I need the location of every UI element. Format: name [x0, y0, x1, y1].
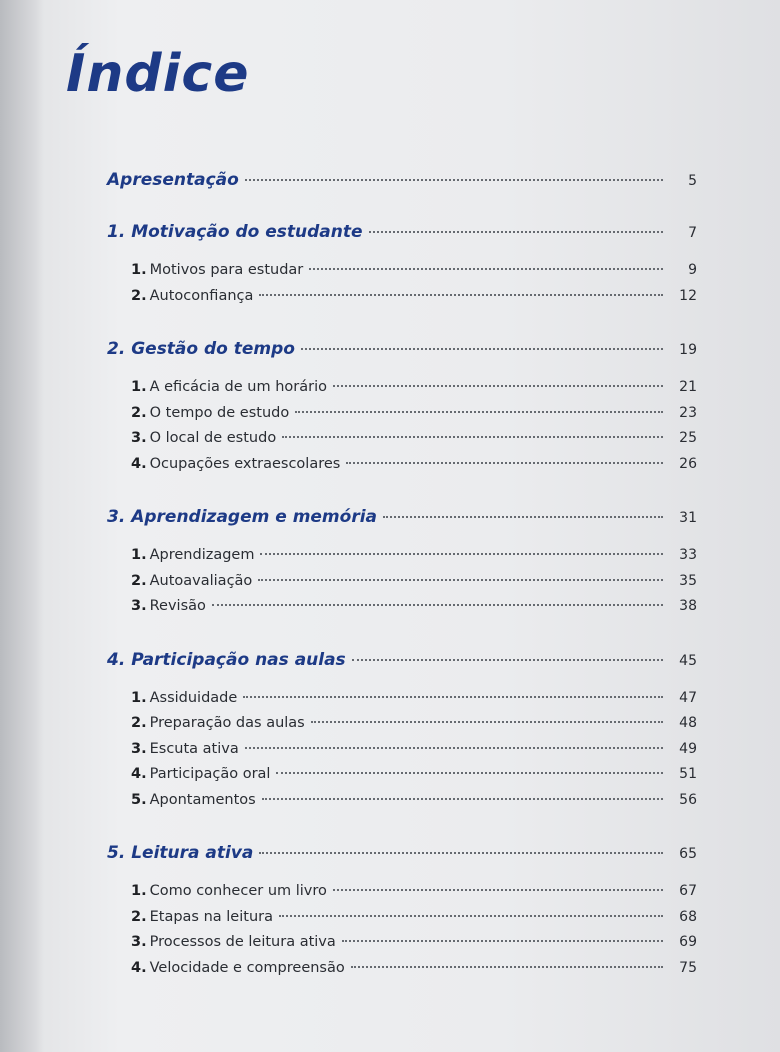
dot-leader	[245, 179, 663, 181]
toc-page-number: 31	[679, 510, 697, 526]
toc-chapter-entry	[107, 339, 697, 365]
toc-subsection-entry	[107, 741, 697, 767]
dot-leader	[259, 852, 663, 854]
dot-leader	[311, 721, 663, 723]
toc-subsection-number: 3.	[131, 740, 147, 757]
dot-leader	[258, 579, 663, 581]
toc-subsection-label	[131, 715, 311, 731]
toc-chapter-entry	[107, 507, 697, 533]
toc-subsection-title: Etapas na leitura	[149, 908, 273, 925]
toc-subsection-label	[131, 262, 309, 278]
dot-leader	[295, 411, 663, 413]
toc-page-number: 51	[679, 766, 697, 782]
toc-subsection-title: Assiduidade	[149, 689, 238, 706]
toc-subsection-title: Autoconfiança	[149, 287, 254, 304]
toc-page-number: 25	[679, 430, 697, 446]
chapter-gap	[107, 676, 697, 690]
toc-page-number: 48	[679, 715, 697, 731]
dot-leader	[301, 348, 663, 350]
toc-page-number: 47	[679, 689, 697, 706]
toc-subsection-entry	[107, 430, 697, 456]
toc-subsection-number: 3.	[131, 598, 147, 614]
table-of-contents	[107, 170, 697, 985]
toc-page-number: 26	[679, 455, 697, 472]
toc-subsection-entry	[107, 405, 697, 431]
toc-subsection-label	[131, 741, 245, 757]
toc-subsection-label	[131, 405, 295, 421]
dot-leader	[342, 940, 663, 942]
toc-page-number: 65	[679, 846, 697, 862]
toc-page-number: 69	[679, 934, 697, 950]
dot-leader	[383, 516, 663, 518]
toc-page-number: 38	[679, 598, 697, 614]
toc-subsection-title: Revisão	[149, 598, 206, 614]
toc-subsection-number: 5.	[131, 791, 147, 808]
toc-subsection-title: Velocidade e compreensão	[149, 959, 345, 976]
toc-chapter-label: 5. Leitura ativa	[107, 843, 254, 863]
toc-page-number: 23	[679, 404, 697, 421]
toc-chapter-entry	[107, 843, 697, 869]
toc-page-number: 19	[679, 342, 697, 358]
dot-leader	[282, 436, 663, 438]
section-gap	[107, 624, 697, 650]
toc-subsection-title: Ocupações extraescolares	[149, 455, 341, 472]
toc-subsection-label	[131, 883, 333, 899]
dot-leader	[212, 604, 663, 606]
toc-subsection-number: 2.	[131, 908, 147, 925]
toc-subsection-entry	[107, 379, 697, 405]
toc-subsection-number: 4.	[131, 959, 147, 976]
toc-subsection-label	[131, 598, 212, 614]
section-gap	[107, 313, 697, 339]
page-title: Índice	[66, 44, 250, 104]
section-gap	[107, 817, 697, 843]
toc-subsection-number: 2.	[131, 572, 147, 589]
toc-subsection-number: 2.	[131, 287, 147, 304]
toc-subsection-number: 1.	[131, 689, 147, 706]
toc-page-number: 56	[679, 791, 697, 808]
toc-subsection-entry	[107, 883, 697, 909]
toc-subsection-entry	[107, 288, 697, 314]
toc-subsection-title: A eficácia de um horário	[149, 379, 327, 395]
toc-subsection-entry	[107, 598, 697, 624]
toc-page-number: 67	[679, 883, 697, 899]
toc-page-number: 9	[688, 262, 697, 278]
toc-subsection-number: 1.	[131, 262, 147, 278]
toc-subsection-number: 3.	[131, 430, 147, 446]
toc-page-number: 75	[679, 959, 697, 976]
toc-page-number: 5	[688, 173, 697, 189]
toc-subsection-label	[131, 909, 279, 925]
dot-leader	[309, 268, 663, 270]
dot-leader	[333, 889, 663, 891]
section-gap	[107, 481, 697, 507]
toc-page-number: 33	[679, 547, 697, 563]
toc-subsection-label	[131, 573, 258, 589]
toc-subsection-label	[131, 792, 262, 808]
toc-subsection-number: 3.	[131, 934, 147, 950]
toc-subsection-title: Como conhecer um livro	[149, 883, 327, 899]
toc-subsection-title: O local de estudo	[149, 430, 277, 446]
toc-chapter-label: Apresentação	[107, 170, 239, 190]
toc-chapter-label: 4. Participação nas aulas	[107, 649, 346, 670]
toc-subsection-label	[131, 690, 243, 706]
toc-subsection-number: 4.	[131, 766, 147, 782]
dot-leader	[245, 747, 663, 749]
toc-subsection-title: Autoavaliação	[149, 572, 253, 589]
dot-leader	[243, 696, 663, 698]
toc-subsection-title: Apontamentos	[149, 791, 256, 808]
dot-leader	[279, 915, 663, 917]
toc-subsection-number: 4.	[131, 455, 147, 472]
toc-chapter-label: 3. Aprendizagem e memória	[107, 507, 378, 527]
toc-subsection-entry	[107, 766, 697, 792]
toc-subsection-title: Preparação das aulas	[149, 715, 305, 731]
toc-subsection-label	[131, 288, 259, 304]
dot-leader	[352, 659, 663, 661]
toc-page-number: 45	[679, 652, 697, 669]
toc-subsection-entry	[107, 547, 697, 573]
toc-subsection-label	[131, 934, 342, 950]
toc-subsection-label	[131, 430, 282, 446]
toc-subsection-title: Participação oral	[149, 766, 271, 782]
toc-subsection-label	[131, 960, 351, 976]
toc-subsection-label	[131, 456, 346, 472]
toc-subsection-entry	[107, 456, 697, 482]
toc-subsection-entry	[107, 934, 697, 960]
book-spine-shadow	[0, 0, 44, 1052]
toc-page-number: 49	[679, 740, 697, 757]
toc-page-number: 21	[679, 379, 697, 395]
toc-subsection-title: Motivos para estudar	[149, 262, 304, 278]
toc-subsection-entry	[107, 909, 697, 935]
toc-subsection-number: 1.	[131, 883, 147, 899]
toc-subsection-title: Escuta ativa	[149, 740, 239, 757]
dot-leader	[369, 231, 664, 233]
chapter-gap	[107, 365, 697, 379]
dot-leader	[259, 294, 663, 296]
toc-subsection-entry	[107, 792, 697, 818]
toc-subsection-number: 1.	[131, 547, 147, 563]
dot-leader	[351, 966, 663, 968]
toc-subsection-number: 2.	[131, 715, 147, 731]
chapter-gap	[107, 248, 697, 262]
dot-leader	[346, 462, 663, 464]
toc-subsection-entry	[107, 715, 697, 741]
toc-chapter-entry	[107, 222, 697, 248]
dot-leader	[260, 553, 663, 555]
toc-subsection-number: 1.	[131, 379, 147, 395]
toc-subsection-entry	[107, 573, 697, 599]
toc-subsection-title: Processos de leitura ativa	[149, 934, 336, 950]
toc-page-number: 12	[679, 287, 697, 304]
toc-subsection-title: O tempo de estudo	[149, 404, 290, 421]
chapter-gap	[107, 533, 697, 547]
toc-chapter-label: 1. Motivação do estudante	[107, 222, 363, 242]
chapter-gap	[107, 869, 697, 883]
toc-page-number: 7	[688, 225, 697, 241]
toc-chapter-label: 2. Gestão do tempo	[107, 339, 295, 359]
toc-subsection-label	[131, 379, 333, 395]
toc-page-number: 68	[679, 908, 697, 925]
toc-subsection-label	[131, 547, 260, 563]
toc-chapter-entry	[107, 650, 697, 676]
toc-subsection-entry	[107, 960, 697, 986]
toc-subsection-entry	[107, 690, 697, 716]
toc-page-number: 35	[679, 572, 697, 589]
toc-subsection-label	[131, 766, 276, 782]
toc-subsection-entry	[107, 262, 697, 288]
section-gap	[107, 196, 697, 222]
toc-subsection-number: 2.	[131, 404, 147, 421]
dot-leader	[262, 798, 663, 800]
dot-leader	[276, 772, 663, 774]
toc-subsection-title: Aprendizagem	[149, 547, 255, 563]
toc-intro-entry	[107, 170, 697, 196]
dot-leader	[333, 385, 663, 387]
